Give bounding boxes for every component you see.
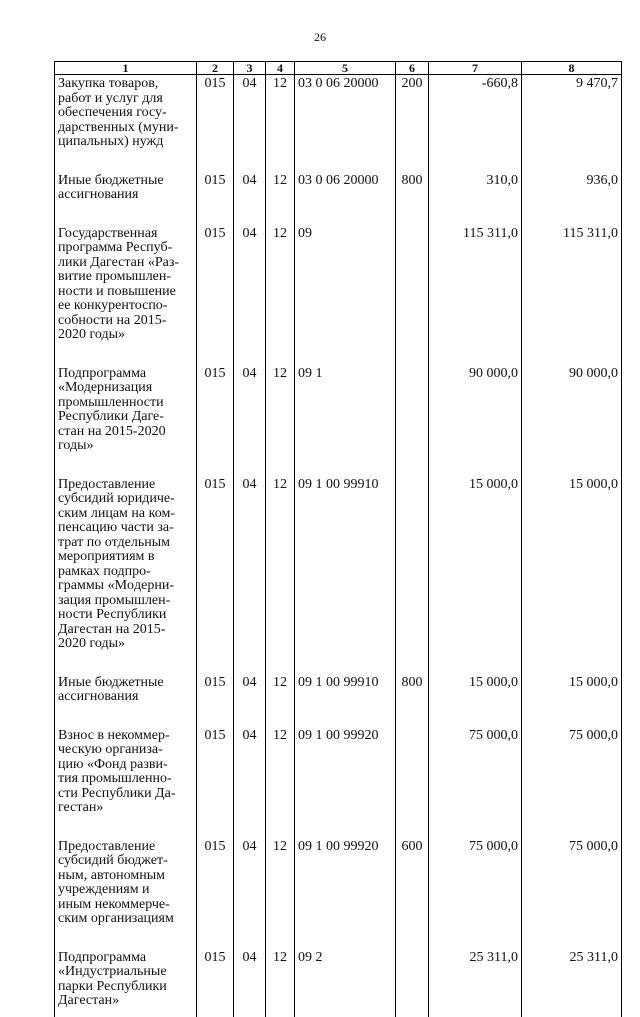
amount-total-cell: 15 000,0: [522, 674, 622, 727]
subsection-code-cell: 12: [266, 75, 295, 172]
target-article-cell: 09 1 00 99910: [295, 476, 396, 674]
ministry-code-cell: 015: [197, 727, 234, 838]
row-name-cell: [55, 727, 197, 838]
row-name-line: 2020 годы»: [58, 636, 126, 651]
expense-type-cell: 600: [396, 838, 429, 949]
row-name-cell: [55, 172, 197, 225]
expense-type-cell: [396, 727, 429, 838]
expense-type-cell: 800: [396, 674, 429, 727]
ministry-code-cell: 015: [197, 225, 234, 365]
section-code-cell: 04: [234, 727, 266, 838]
row-name-line: Подпрограмма: [58, 949, 147, 965]
subsection-code-cell: 12: [266, 365, 295, 476]
row-name-line: ципальных) нужд: [58, 134, 164, 149]
amount-total-cell: 115 311,0: [522, 225, 622, 365]
row-name-line: годы»: [58, 438, 94, 453]
target-article-cell: 09 1: [295, 365, 396, 476]
subsection-code-cell: 12: [266, 225, 295, 365]
column-header-8: 8: [522, 62, 622, 75]
row-name-line: Республики Даге-: [58, 409, 164, 424]
row-name-line: «Индустриальные: [58, 964, 167, 979]
amount-total-cell: 25 311,0: [522, 949, 622, 1017]
amount-change-cell: 90 000,0: [429, 365, 522, 476]
table-row: [55, 476, 622, 674]
expense-type-cell: 800: [396, 172, 429, 225]
expense-type-cell: [396, 949, 429, 1017]
row-name-line: Предоставление: [58, 476, 156, 492]
target-article-cell: 09 1 00 99920: [295, 727, 396, 838]
subsection-code-cell: 12: [266, 838, 295, 949]
row-name-cell: [55, 476, 197, 674]
amount-change-cell: 310,0: [429, 172, 522, 225]
row-name-line: Государственная: [58, 225, 158, 241]
target-article-cell: 03 0 06 20000: [295, 172, 396, 225]
section-code-cell: 04: [234, 949, 266, 1017]
row-name-line: программа Респуб-: [58, 240, 173, 255]
row-name-line: рамках подпро-: [58, 563, 151, 579]
column-header-4: 4: [266, 62, 295, 75]
column-header-2: 2: [197, 62, 234, 75]
row-name-line: пенсацию части за-: [58, 520, 174, 535]
amount-total-cell: 9 470,7: [522, 75, 622, 172]
section-code-cell: 04: [234, 674, 266, 727]
table-row: [55, 674, 622, 727]
row-name-line: собности на 2015-: [58, 312, 167, 328]
row-name-line: стан на 2015-2020: [58, 423, 166, 439]
table-row: [55, 75, 622, 172]
expense-type-cell: 200: [396, 75, 429, 172]
amount-change-cell: -660,8: [429, 75, 522, 172]
row-name-line: парки Республики: [58, 978, 167, 994]
row-name-line: субсидий юридиче-: [58, 491, 175, 506]
row-name-line: иным некоммерче-: [58, 896, 170, 912]
row-name-line: трат по отдельным: [58, 534, 170, 550]
expense-type-cell: [396, 476, 429, 674]
subsection-code-cell: 12: [266, 476, 295, 674]
row-name-line: ассигнования: [58, 689, 139, 704]
row-name-line: ским организациям: [58, 911, 174, 926]
target-article-cell: 09: [295, 225, 396, 365]
target-article-cell: 09 2: [295, 949, 396, 1017]
table-body: [55, 75, 622, 1017]
amount-change-cell: 25 311,0: [429, 949, 522, 1017]
row-name-line: Взнос в некоммер-: [58, 727, 170, 743]
table-row: [55, 949, 622, 1017]
row-name-cell: [55, 225, 197, 365]
subsection-code-cell: 12: [266, 727, 295, 838]
row-name-line: сти Республики Да-: [58, 785, 176, 801]
subsection-code-cell: 12: [266, 172, 295, 225]
row-name-line: ным, автономным: [58, 867, 166, 883]
section-code-cell: 04: [234, 838, 266, 949]
amount-total-cell: 936,0: [522, 172, 622, 225]
row-name-line: ским лицам на ком-: [58, 505, 175, 521]
target-article-cell: 09 1 00 99920: [295, 838, 396, 949]
amount-total-cell: 15 000,0: [522, 476, 622, 674]
target-article-cell: 09 1 00 99910: [295, 674, 396, 727]
ministry-code-cell: 015: [197, 838, 234, 949]
row-name-cell: [55, 365, 197, 476]
amount-change-cell: 75 000,0: [429, 838, 522, 949]
row-name-line: витие промышлен-: [58, 269, 172, 284]
section-code-cell: 04: [234, 75, 266, 172]
page-number: 26: [314, 30, 326, 44]
row-name-cell: [55, 949, 197, 1017]
row-name-cell: [55, 838, 197, 949]
column-header-7: 7: [429, 62, 522, 75]
row-name-line: Дагестан на 2015-: [58, 621, 166, 637]
amount-change-cell: 15 000,0: [429, 476, 522, 674]
column-header-6: 6: [396, 62, 429, 75]
ministry-code-cell: 015: [197, 949, 234, 1017]
amount-total-cell: 75 000,0: [522, 727, 622, 838]
row-name-line: работ и услуг для: [58, 90, 163, 106]
row-name-line: зация промышлен-: [58, 592, 171, 608]
row-name-line: цию «Фонд разви-: [58, 756, 168, 772]
table-row: [55, 727, 622, 838]
row-name-line: субсидий бюджет-: [58, 853, 168, 868]
column-header-3: 3: [234, 62, 266, 75]
row-name-cell: [55, 75, 197, 172]
row-name-line: ческую организа-: [58, 742, 163, 757]
expense-type-cell: [396, 365, 429, 476]
row-name-line: «Модернизация: [58, 380, 153, 395]
row-name-line: промышленности: [58, 394, 164, 410]
ministry-code-cell: 015: [197, 75, 234, 172]
target-article-cell: 03 0 06 20000: [295, 75, 396, 172]
ministry-code-cell: 015: [197, 365, 234, 476]
subsection-code-cell: 12: [266, 674, 295, 727]
row-name-line: мероприятиям в: [58, 549, 155, 564]
section-code-cell: 04: [234, 225, 266, 365]
row-name-line: Иные бюджетные: [58, 674, 164, 690]
amount-change-cell: 15 000,0: [429, 674, 522, 727]
row-name-line: гестан»: [58, 800, 104, 815]
row-name-line: граммы «Moдерни-: [58, 578, 175, 593]
section-code-cell: 04: [234, 476, 266, 674]
ministry-code-cell: 015: [197, 476, 234, 674]
table-row: [55, 365, 622, 476]
row-name-line: Подпрограмма: [58, 365, 147, 381]
section-code-cell: 04: [234, 365, 266, 476]
amount-change-cell: 115 311,0: [429, 225, 522, 365]
row-name-line: ее конкурентоспо-: [58, 298, 168, 313]
row-name-line: лики Дагестан «Раз-: [58, 254, 180, 270]
expense-type-cell: [396, 225, 429, 365]
header-row: [55, 62, 622, 75]
table-row: [55, 172, 622, 225]
budget-table: [54, 61, 622, 1017]
section-code-cell: 04: [234, 172, 266, 225]
ministry-code-cell: 015: [197, 172, 234, 225]
row-name-line: Закупка товаров,: [58, 76, 159, 91]
subsection-code-cell: 12: [266, 949, 295, 1017]
row-name-line: ности и повышение: [58, 283, 176, 299]
row-name-line: обеспечения госу-: [58, 105, 167, 120]
row-name-line: тия промышленно-: [58, 771, 172, 786]
amount-total-cell: 90 000,0: [522, 365, 622, 476]
amount-change-cell: 75 000,0: [429, 727, 522, 838]
row-name-line: ассигнования: [58, 187, 139, 202]
amount-total-cell: 75 000,0: [522, 838, 622, 949]
table-row: [55, 225, 622, 365]
row-name-line: учреждениям и: [58, 882, 150, 897]
row-name-line: Дагестан»: [58, 993, 120, 1008]
column-header-1: 1: [55, 62, 197, 75]
row-name-line: 2020 годы»: [58, 327, 126, 342]
row-name-line: дарственных (муни-: [58, 119, 179, 135]
row-name-line: Предоставление: [58, 838, 156, 854]
column-header-5: 5: [295, 62, 396, 75]
row-name-cell: [55, 674, 197, 727]
table-row: [55, 838, 622, 949]
ministry-code-cell: 015: [197, 674, 234, 727]
row-name-line: Иные бюджетные: [58, 172, 164, 188]
row-name-line: ности Республики: [58, 607, 167, 622]
